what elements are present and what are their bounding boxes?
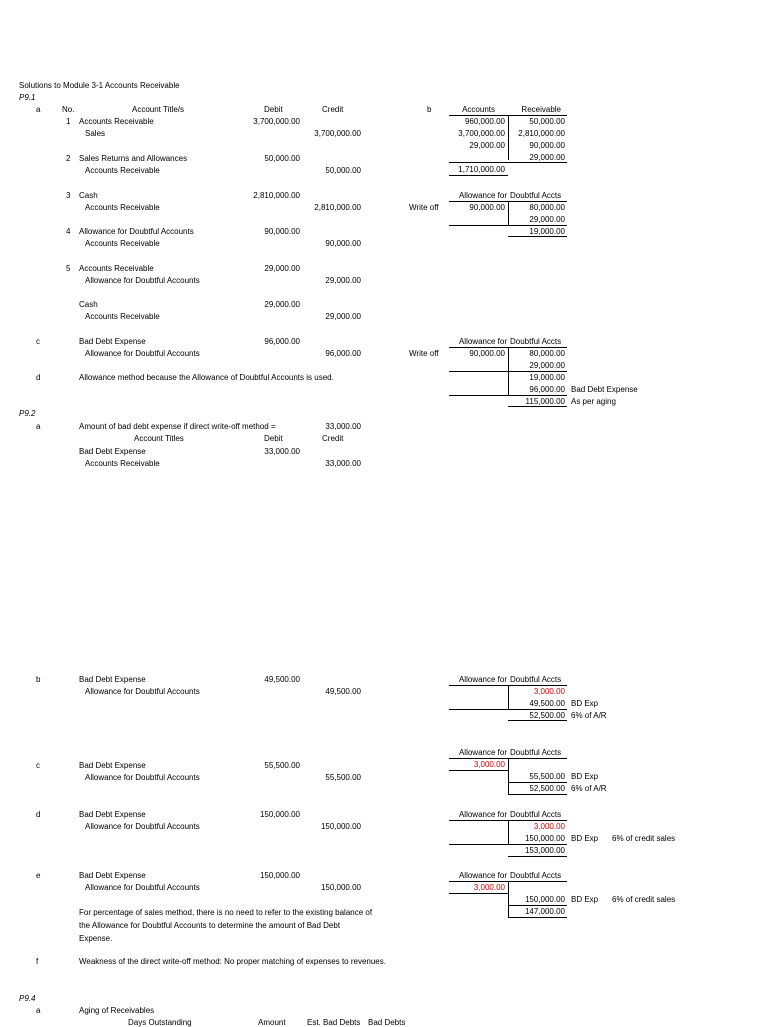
aging-column-header: Days Outstanding bbox=[128, 1018, 192, 1027]
t-account-note: BD Exp bbox=[571, 772, 599, 781]
part-e-marker: e bbox=[36, 871, 41, 880]
entry-account: Allowance for Doubtful Accounts bbox=[85, 822, 200, 831]
t-account-debit: 3,700,000.00 bbox=[458, 129, 505, 138]
t-account-header-left: Accounts bbox=[462, 105, 495, 114]
entry-credit: 3,700,000.00 bbox=[314, 129, 361, 138]
entry-account: Cash bbox=[79, 191, 98, 200]
entry-debit: 50,000.00 bbox=[264, 154, 300, 163]
t-account-header-left: Allowance for bbox=[458, 871, 507, 880]
entry-debit: 33,000.00 bbox=[264, 447, 300, 456]
entry-number: 5 bbox=[66, 264, 71, 273]
entry-account: Accounts Receivable bbox=[85, 312, 160, 321]
t-account-header-left: Allowance for bbox=[458, 810, 507, 819]
t-account-header-left: Allowance for bbox=[458, 675, 507, 684]
t-account-credit: 80,000.00 bbox=[529, 349, 565, 358]
t-account-header-right: Doubtful Accts bbox=[510, 675, 562, 684]
t-account-rule bbox=[449, 225, 567, 226]
t-account-side-label: Write off bbox=[409, 349, 439, 358]
t-account-rule bbox=[449, 371, 567, 372]
entry-account: Allowance for Doubtful Accounts bbox=[85, 349, 200, 358]
entry-account: Allowance for Doubtful Accounts bbox=[79, 227, 194, 236]
entry-number: 3 bbox=[66, 191, 71, 200]
t-account-balance: 153,000.00 bbox=[524, 846, 565, 855]
page-title: Solutions to Module 3-1 Accounts Receivable bbox=[19, 81, 180, 90]
entry-credit: 55,500.00 bbox=[325, 773, 361, 782]
entry-debit: 29,000.00 bbox=[264, 300, 300, 309]
t-account-rule bbox=[508, 236, 567, 237]
answer-value: 33,000.00 bbox=[325, 422, 361, 431]
t-account-header-left: Allowance for bbox=[458, 337, 507, 346]
t-account-note: 6% of A/R bbox=[571, 784, 607, 793]
t-account-balance: 147,000.00 bbox=[524, 907, 565, 916]
entry-debit: 96,000.00 bbox=[264, 337, 300, 346]
t-account-rule bbox=[449, 844, 567, 845]
t-account-side-label: Write off bbox=[409, 203, 439, 212]
entry-account: Sales bbox=[85, 129, 106, 138]
header-account-titles: Account Titles bbox=[134, 434, 184, 443]
t-account-rule bbox=[449, 770, 508, 771]
header-account-title: Account Title/s bbox=[132, 105, 185, 114]
entry-number: 1 bbox=[66, 117, 71, 126]
t-account-note: As per aging bbox=[571, 397, 616, 406]
t-account-debit: 90,000.00 bbox=[469, 203, 505, 212]
t-account-header-right: Doubtful Accts bbox=[510, 871, 562, 880]
t-account-balance: 19,000.00 bbox=[529, 227, 565, 236]
entry-account: Allowance for Doubtful Accounts bbox=[85, 883, 200, 892]
t-account-credit: 150,000.00 bbox=[524, 895, 565, 904]
answer-text: Allowance method because the Allowance of Doubtful Accounts is used. bbox=[79, 373, 334, 382]
entry-credit: 96,000.00 bbox=[325, 349, 361, 358]
entry-account: Accounts Receivable bbox=[85, 239, 160, 248]
section-label-p9-1: P9.1 bbox=[19, 93, 36, 102]
answer-text: For percentage of sales method, there is no need to refer to the existing balance of bbox=[79, 908, 373, 917]
t-account-note: BD Exp bbox=[571, 699, 599, 708]
section-label-p9-4: P9.4 bbox=[19, 994, 36, 1003]
entry-debit: 2,810,000.00 bbox=[253, 191, 300, 200]
t-account-debit: 90,000.00 bbox=[469, 349, 505, 358]
t-account-note: 6% of credit sales bbox=[612, 895, 676, 904]
part-f-marker: f bbox=[36, 957, 39, 966]
t-account-credit: 29,000.00 bbox=[529, 153, 565, 162]
entry-credit: 150,000.00 bbox=[320, 883, 361, 892]
entry-account: Allowance for Doubtful Accounts bbox=[85, 773, 200, 782]
t-account-balance: 115,000.00 bbox=[525, 397, 565, 406]
t-account-header-left: Allowance for bbox=[458, 748, 507, 757]
entry-debit: 90,000.00 bbox=[264, 227, 300, 236]
entry-credit: 49,500.00 bbox=[325, 687, 361, 696]
header-no: No. bbox=[62, 105, 75, 114]
entry-account: Allowance for Doubtful Accounts bbox=[85, 276, 200, 285]
entry-debit: 150,000.00 bbox=[259, 871, 300, 880]
t-account-balance: 52,500.00 bbox=[529, 711, 565, 720]
part-c-marker: c bbox=[36, 761, 40, 770]
t-account-header-right: Doubtful Accts bbox=[510, 337, 562, 346]
t-account-credit: 2,810,000.00 bbox=[518, 129, 565, 138]
entry-credit: 33,000.00 bbox=[325, 459, 361, 468]
t-account-debit: 3,000.00 bbox=[473, 760, 505, 769]
part-a-marker: a bbox=[36, 105, 41, 114]
aging-column-header: Est. Bad Debts bbox=[307, 1018, 361, 1027]
t-account-debit: 29,000.00 bbox=[469, 141, 505, 150]
t-account-rule bbox=[449, 709, 567, 710]
t-account-credit: 29,000.00 bbox=[529, 215, 565, 224]
entry-number: 4 bbox=[66, 227, 71, 236]
t-account-rule bbox=[449, 175, 508, 176]
t-account-credit: 19,000.00 bbox=[529, 373, 565, 382]
t-account-credit: 29,000.00 bbox=[529, 361, 565, 370]
answer-text: Weakness of the direct write-off method: No proper matching of expenses to revenues. bbox=[79, 957, 386, 966]
entry-account: Cash bbox=[79, 300, 98, 309]
t-account-rule bbox=[449, 162, 567, 163]
entry-debit: 55,500.00 bbox=[264, 761, 300, 770]
answer-text: Amount of bad debt expense if direct write-off method = bbox=[79, 422, 276, 431]
t-account-rule bbox=[508, 917, 567, 918]
t-account-header-right: Receivable bbox=[521, 105, 561, 114]
t-account-note: BD Exp bbox=[571, 895, 599, 904]
t-account-credit: 3,000.00 bbox=[533, 822, 565, 831]
part-d-marker: d bbox=[36, 810, 41, 819]
t-account-rule bbox=[508, 856, 567, 857]
entry-account: Bad Debt Expense bbox=[79, 761, 146, 770]
t-account-debit: 960,000.00 bbox=[464, 117, 505, 126]
t-account-rule bbox=[508, 406, 567, 407]
header-credit: Credit bbox=[322, 434, 344, 443]
entry-credit: 90,000.00 bbox=[325, 239, 361, 248]
t-account-balance: 52,500.00 bbox=[529, 784, 565, 793]
t-account-credit: 49,500.00 bbox=[529, 699, 565, 708]
t-account-rule bbox=[449, 893, 508, 894]
entry-credit: 150,000.00 bbox=[320, 822, 361, 831]
entry-account: Bad Debt Expense bbox=[79, 871, 146, 880]
t-account-rule bbox=[449, 395, 567, 396]
entry-account: Accounts Receivable bbox=[85, 166, 160, 175]
entry-debit: 3,700,000.00 bbox=[253, 117, 300, 126]
t-account-credit: 55,500.00 bbox=[529, 772, 565, 781]
t-account-balance: 1,710,000.00 bbox=[458, 165, 505, 174]
t-account-rule bbox=[508, 794, 567, 795]
aging-column-header: Amount bbox=[258, 1018, 286, 1027]
t-account-note: 6% of A/R bbox=[571, 711, 607, 720]
entry-account: Bad Debt Expense bbox=[79, 810, 146, 819]
entry-credit: 29,000.00 bbox=[325, 312, 361, 321]
t-account-credit: 50,000.00 bbox=[529, 117, 565, 126]
aging-heading: Aging of Receivables bbox=[79, 1006, 155, 1015]
t-account-credit: 3,000.00 bbox=[533, 687, 565, 696]
answer-text: the Allowance for Doubtful Accounts to determine the amount of Bad Debt bbox=[79, 921, 341, 930]
entry-account: Sales Returns and Allowances bbox=[79, 154, 188, 163]
entry-account: Accounts Receivable bbox=[85, 459, 160, 468]
entry-account: Bad Debt Expense bbox=[79, 675, 146, 684]
part-c-marker: c bbox=[36, 337, 40, 346]
entry-account: Accounts Receivable bbox=[85, 203, 160, 212]
t-account-note: BD Exp bbox=[571, 834, 599, 843]
part-b-marker: b bbox=[427, 105, 432, 114]
part-a-marker: a bbox=[36, 1006, 41, 1015]
part-d-marker: d bbox=[36, 373, 41, 382]
header-debit: Debit bbox=[264, 434, 283, 443]
t-account-credit: 96,000.00 bbox=[529, 385, 565, 394]
section-label-p9-2: P9.2 bbox=[19, 409, 36, 418]
aging-column-header: Bad Debts bbox=[368, 1018, 406, 1027]
t-account-credit: 80,000.00 bbox=[529, 203, 565, 212]
entry-number: 2 bbox=[66, 154, 71, 163]
part-b-marker: b bbox=[36, 675, 41, 684]
entry-account: Bad Debt Expense bbox=[79, 337, 146, 346]
entry-debit: 49,500.00 bbox=[264, 675, 300, 684]
t-account-rule bbox=[508, 905, 567, 906]
entry-credit: 2,810,000.00 bbox=[314, 203, 361, 212]
part-a-marker: a bbox=[36, 422, 41, 431]
t-account-rule bbox=[508, 720, 567, 721]
t-account-credit: 90,000.00 bbox=[529, 141, 565, 150]
t-account-header-right: Doubtful Accts bbox=[510, 748, 562, 757]
header-credit: Credit bbox=[322, 105, 344, 114]
answer-text: Expense. bbox=[79, 934, 113, 943]
entry-credit: 29,000.00 bbox=[325, 276, 361, 285]
t-account-rule bbox=[508, 782, 567, 783]
entry-account: Bad Debt Expense bbox=[79, 447, 146, 456]
t-account-debit: 3,000.00 bbox=[473, 883, 505, 892]
entry-account: Allowance for Doubtful Accounts bbox=[85, 687, 200, 696]
entry-debit: 29,000.00 bbox=[264, 264, 300, 273]
t-account-credit: 150,000.00 bbox=[524, 834, 565, 843]
header-debit: Debit bbox=[264, 105, 283, 114]
t-account-header-left: Allowance for bbox=[458, 191, 507, 200]
t-account-header-right: Doubtful Accts bbox=[510, 191, 562, 200]
entry-credit: 50,000.00 bbox=[325, 166, 361, 175]
entry-debit: 150,000.00 bbox=[259, 810, 300, 819]
t-account-header-right: Doubtful Accts bbox=[510, 810, 562, 819]
t-account-note: 6% of credit sales bbox=[612, 834, 676, 843]
t-account-note: Bad Debt Expense bbox=[571, 385, 638, 394]
entry-account: Accounts Receivable bbox=[79, 264, 154, 273]
entry-account: Accounts Receivable bbox=[79, 117, 154, 126]
